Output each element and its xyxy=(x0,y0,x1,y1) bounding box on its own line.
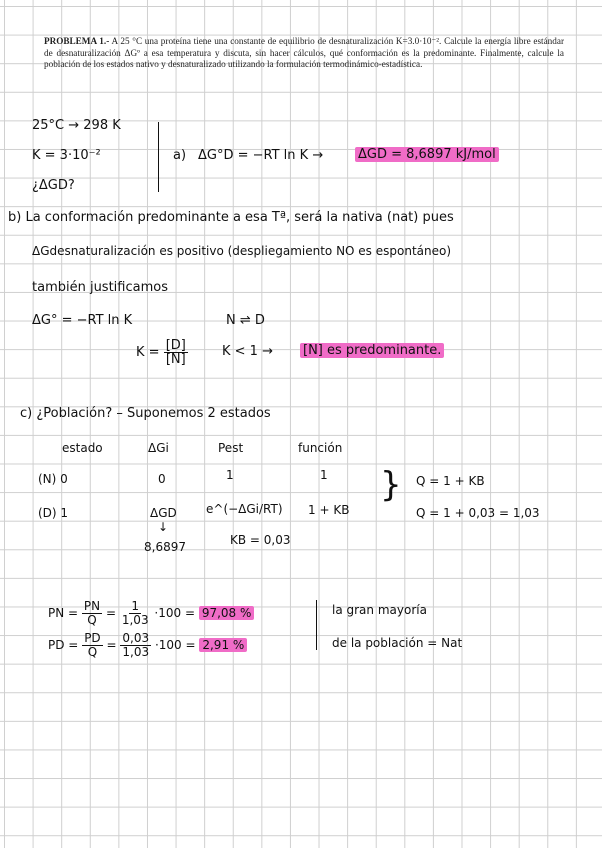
part-b-k-num: [D] xyxy=(165,338,186,353)
equals-sign: = xyxy=(106,638,117,652)
pd-lhs: PD = xyxy=(48,638,79,652)
dg-value: 8,6897 xyxy=(144,540,186,554)
table-row-n-dg: 0 xyxy=(158,472,166,486)
part-a-result: ΔGD = 8,6897 kJ/mol xyxy=(355,147,499,162)
population-note-1: la gran mayoría xyxy=(332,603,427,617)
part-b-k-condition: K < 1 → xyxy=(222,344,273,359)
table-row-d-func: 1 + KB xyxy=(308,503,350,517)
part-a-formula: ΔG°D = −RT ln K → xyxy=(198,148,324,163)
part-b-equilibrium: N ⇌ D xyxy=(226,313,265,328)
table-row-n-func: 1 xyxy=(320,468,328,482)
pd-den: Q xyxy=(87,645,98,659)
kb-note: KB = 0,03 xyxy=(230,533,291,547)
population-denatured xyxy=(48,632,247,659)
table-row-d-dg: ΔGD xyxy=(150,506,177,520)
pd-fraction xyxy=(82,632,102,659)
pd-mid-den: 1,03 xyxy=(122,645,150,659)
table-row-d-pest: e^(−ΔGi/RT) xyxy=(206,502,283,516)
table-header-estado: estado xyxy=(62,441,103,455)
part-b-k-lhs: K = xyxy=(136,345,160,360)
table-header-pest: Pest xyxy=(218,441,244,455)
problem-text: A 25 °C una proteína tiene una constante de equilibrio de desnaturalización K=3.0·10⁻². Calcule la energía libre estándar de desnaturalización ΔGº a esa temperatura y discuta, sin hacer cálculos, qué conformación es la predominante. Finalmente, calcule la población de los estados nativo y desnaturalizado utilizando la formulación termodinámico-estadística. xyxy=(44,36,565,70)
problem-statement xyxy=(44,36,564,71)
table-row-d-state: (D) 1 xyxy=(38,506,69,520)
pn-lhs: PN = xyxy=(48,606,79,620)
pn-mid-fraction xyxy=(120,600,151,627)
pn-tail: ·100 = xyxy=(154,606,195,620)
pn-mid-num: 1 xyxy=(131,599,140,613)
part-b-formula: ΔG° = −RT ln K xyxy=(32,313,133,328)
pn-fraction xyxy=(82,600,102,627)
population-note-2: de la población = Nat xyxy=(332,636,463,650)
table-header-dgi: ΔGi xyxy=(148,441,169,455)
q-expression-2: Q = 1 + 0,03 = 1,03 xyxy=(416,506,540,520)
pd-mid-fraction xyxy=(120,632,151,659)
pn-den: Q xyxy=(87,613,97,627)
part-c-label: c) ¿Población? – Suponemos 2 estados xyxy=(20,406,271,421)
pn-result: 97,08 % xyxy=(199,606,255,620)
part-b-line2: ΔGdesnaturalización es positivo (despliegamiento NO es espontáneo) xyxy=(32,244,452,258)
part-b-conclusion: [N] es predominante. xyxy=(300,343,444,358)
part-b-k-expression xyxy=(136,339,188,366)
given-divider xyxy=(158,122,159,192)
part-b-k-den: [N] xyxy=(165,352,186,367)
given-temp: 25°C → 298 K xyxy=(32,118,121,133)
pn-num: PN xyxy=(83,599,101,613)
part-b-line3: también justificamos xyxy=(32,280,168,295)
given-k: K = 3·10⁻² xyxy=(32,148,101,163)
part-b-line1: b) La conformación predominante a esa Tª, será la nativa (nat) pues xyxy=(8,210,454,225)
population-native xyxy=(48,600,254,627)
pd-tail: ·100 = xyxy=(154,638,196,652)
pd-mid-num: 0,03 xyxy=(122,631,150,645)
table-header-funcion: función xyxy=(298,441,343,455)
pd-result: 2,91 % xyxy=(199,638,247,652)
equals-sign: = xyxy=(105,606,117,620)
table-row-n-state: (N) 0 xyxy=(38,472,68,486)
problem-label: PROBLEMA 1.- xyxy=(44,36,110,46)
right-brace-icon: } xyxy=(380,465,402,505)
pn-mid-den: 1,03 xyxy=(121,613,149,627)
given-question: ¿ΔGD? xyxy=(32,178,75,193)
part-b-k-fraction xyxy=(164,339,188,366)
part-a-label: a) xyxy=(173,148,187,163)
population-divider xyxy=(316,600,317,650)
table-row-n-pest: 1 xyxy=(226,468,234,482)
q-expression-1: Q = 1 + KB xyxy=(416,474,485,488)
pd-num: PD xyxy=(84,631,101,645)
arrow-down-icon: ↓ xyxy=(158,520,169,534)
